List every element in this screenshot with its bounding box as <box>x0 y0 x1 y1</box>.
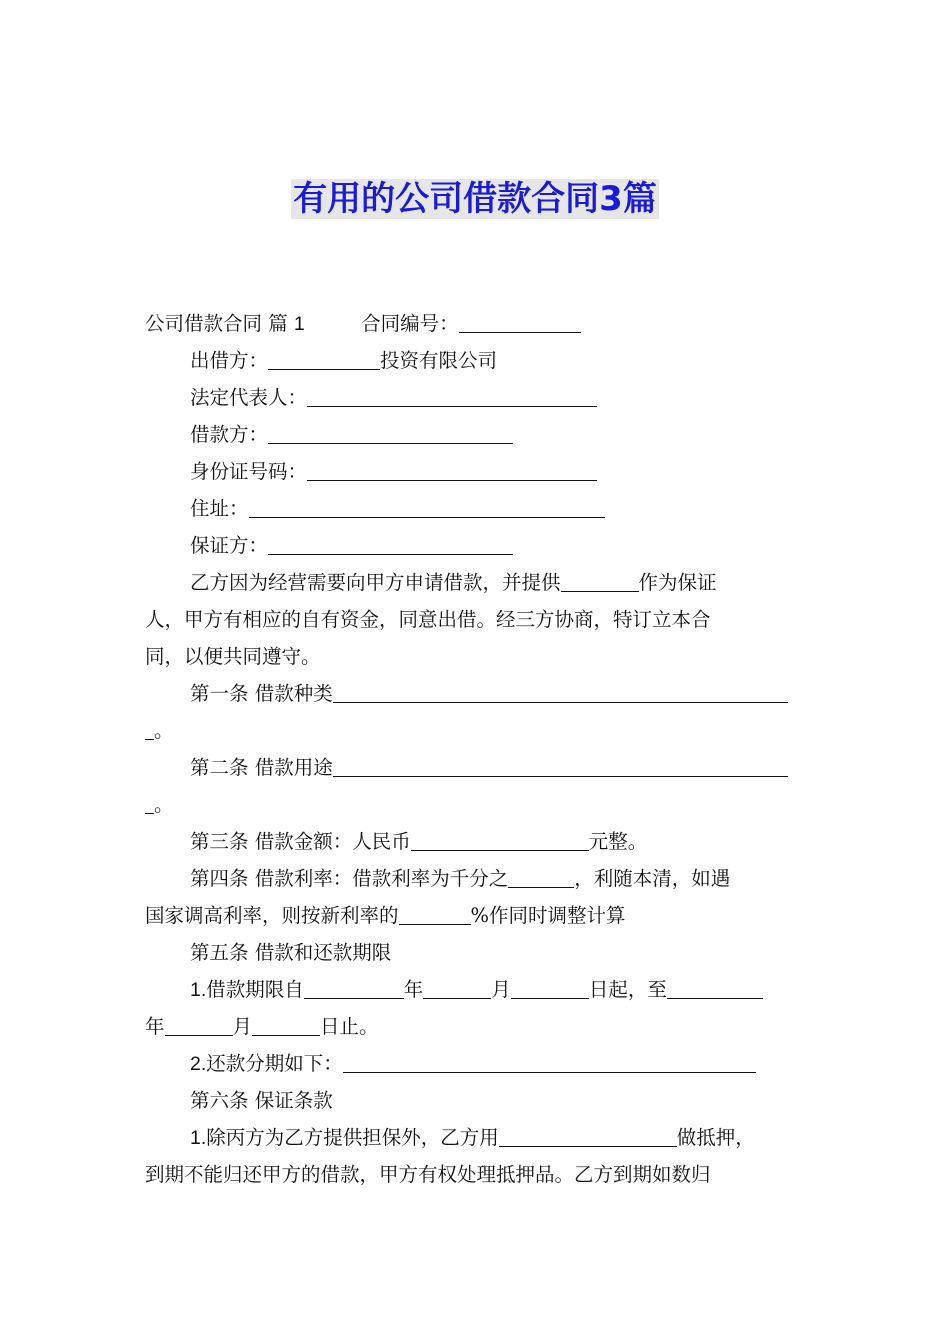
intro-text-b: 作为保证 <box>638 571 717 594</box>
article-2-blank-end <box>145 791 154 814</box>
article-2-line <box>145 749 810 786</box>
end-year-label: 年 <box>145 1015 165 1038</box>
article-6-label: 第六条 保证条款 <box>190 1089 333 1112</box>
article-6-line-2 <box>145 1156 810 1193</box>
borrower-label: 借款方： <box>190 423 269 446</box>
guarantor-label: 保证方： <box>190 534 269 557</box>
article-6-text-2: 到期不能归还甲方的借款，甲方有权处理抵押品。乙方到期如数归 <box>145 1163 711 1186</box>
article-6-line <box>145 1082 810 1119</box>
article-2-label: 第二条 借款用途 <box>190 756 333 779</box>
article-1-end-line <box>145 712 810 749</box>
intro-line-3 <box>145 638 810 675</box>
lender-line <box>145 342 810 379</box>
id-blank <box>307 458 597 481</box>
article-4-text-b: ，利随本清，如遇 <box>574 867 731 890</box>
article-5-line <box>145 934 810 971</box>
contract-no-blank <box>459 310 581 333</box>
new-rate-blank <box>399 902 471 925</box>
article-1-line <box>145 675 810 712</box>
intro-text-2: 人，甲方有相应的自有资金，同意出借。经三方协商，特订立本合 <box>145 608 711 631</box>
article-1-blank-end <box>145 717 154 740</box>
article-6-item-1-text-a: 除丙方为乙方提供担保外，乙方用 <box>206 1126 499 1149</box>
article-5-label: 第五条 借款和还款期限 <box>190 941 392 964</box>
borrower-line <box>145 416 810 453</box>
end-month-label: 月 <box>232 1015 253 1038</box>
article-2-end-line <box>145 786 810 823</box>
guarantor-blank <box>268 532 513 555</box>
intro-line-1 <box>145 564 810 601</box>
document-title <box>0 176 950 222</box>
article-3-line <box>145 823 810 860</box>
contract-no-label: 合同编号： <box>361 312 459 335</box>
address-blank <box>249 495 605 518</box>
article-5-item-2-text: 还款分期如下： <box>206 1052 343 1075</box>
start-month-label: 月 <box>491 978 511 1001</box>
installment-blank <box>343 1050 756 1073</box>
collateral-blank <box>499 1124 677 1147</box>
end-month-blank <box>165 1013 233 1036</box>
intro-text-3: 同，以便共同遵守。 <box>145 645 321 668</box>
article-4-text-d: %作同时调整计算 <box>470 904 626 927</box>
article-5-item-2 <box>145 1045 810 1082</box>
end-year-blank <box>667 976 763 999</box>
article-1-blank <box>333 680 788 703</box>
title-text: 有用的公司借款合同3篇 <box>293 179 657 219</box>
start-year-label: 年 <box>403 978 424 1001</box>
amount-blank <box>411 828 589 851</box>
lender-suffix: 投资有限公司 <box>380 349 498 372</box>
article-1-end: 。 <box>154 719 174 742</box>
article-5-item-1 <box>145 971 810 1008</box>
legal-rep-line <box>145 379 810 416</box>
article-5-item-2-number: 2. <box>190 1053 207 1075</box>
article-4-line-2 <box>145 897 810 934</box>
lender-label: 出借方： <box>190 349 269 372</box>
guarantee-blank <box>561 569 639 592</box>
start-day-label: 日起，至 <box>588 978 667 1001</box>
article-3-suffix: 元整。 <box>588 830 648 853</box>
article-3-label: 第三条 借款金额：人民币 <box>190 830 411 853</box>
start-year-blank <box>304 976 404 999</box>
intro-line-2 <box>145 601 810 638</box>
article-5-item-1-cont <box>145 1008 810 1045</box>
address-line <box>145 490 810 527</box>
heading-line <box>145 305 810 342</box>
id-label: 身份证号码： <box>190 460 308 483</box>
heading-label: 公司借款合同 篇 <box>145 312 288 335</box>
guarantor-line <box>145 527 810 564</box>
heading-number: 1 <box>293 313 305 335</box>
article-2-end: 。 <box>154 793 174 816</box>
rate-blank <box>508 865 574 888</box>
article-2-blank <box>333 754 788 777</box>
id-line <box>145 453 810 490</box>
address-label: 住址： <box>190 497 249 520</box>
article-6-item-1 <box>145 1119 810 1156</box>
contract-body <box>145 305 810 1193</box>
end-day-label: 日止。 <box>320 1015 379 1038</box>
legal-rep-label: 法定代表人： <box>190 386 308 409</box>
article-4-text-a: 第四条 借款利率：借款利率为千分之 <box>190 867 509 890</box>
article-5-item-1-number: 1. <box>190 979 207 1001</box>
article-1-label: 第一条 借款种类 <box>190 682 333 705</box>
start-month-blank <box>423 976 491 999</box>
article-5-item-1-text: 借款期限自 <box>206 978 304 1001</box>
borrower-blank <box>268 421 513 444</box>
intro-text-a: 乙方因为经营需要向甲方申请借款，并提供 <box>190 571 561 594</box>
article-6-item-1-number: 1. <box>190 1127 207 1149</box>
article-4-text-c: 国家调高利率，则按新利率的 <box>145 904 399 927</box>
start-day-blank <box>511 976 589 999</box>
lender-blank <box>268 347 380 370</box>
article-6-item-1-text-b: 做抵押， <box>676 1126 755 1149</box>
article-4-line-1 <box>145 860 810 897</box>
legal-rep-blank <box>307 384 597 407</box>
end-day-blank <box>252 1013 320 1036</box>
